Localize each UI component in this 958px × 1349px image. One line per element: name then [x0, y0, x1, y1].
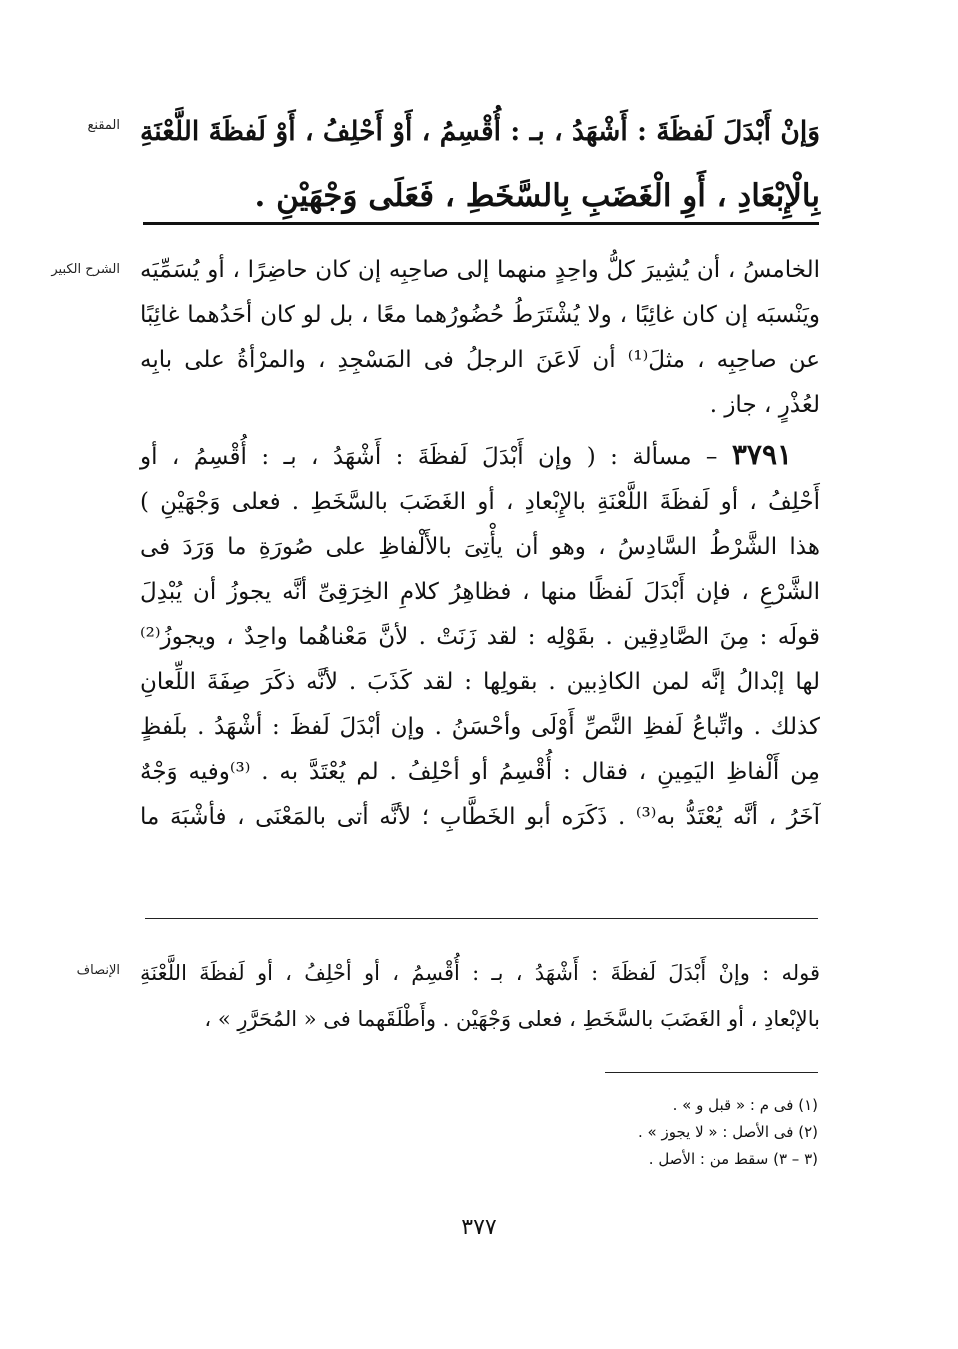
section-divider-thin	[145, 918, 818, 919]
sharh-text	[140, 248, 820, 840]
page-number: ٣٧٧	[461, 1215, 497, 1240]
footnote: (٣ – ٣) سقط من : الأصل .	[648, 1150, 818, 1168]
margin-label-insaf: الإنصاف	[76, 963, 120, 978]
footnote: (١) فى م : « قبل و » .	[672, 1096, 818, 1114]
margin-label-muqni: المقنع	[87, 118, 120, 133]
footnote-divider	[605, 1072, 818, 1073]
footnote: (٢) فى الأصل : « لا يجوز » .	[638, 1123, 818, 1141]
muqni-line: بِالْإِبْعَادِ ، أَوِ الْغَضَبِ بِالسَّخَطِ ، فَعَلَى وَجْهَيْنِ .	[254, 178, 820, 214]
footnotes	[638, 1092, 818, 1173]
sharh-line: عن صاحِبِه ، مثلَ⁽¹⁾ أن لَاعَنَ الرجلُ فى المَسْجِدِ ، والمرْأةُ على بابِه	[140, 347, 820, 373]
issue-line: لها إبْدالُ إنَّه لمن الكاذِبين . بقولِها : لقد كَذَبَ . لأنَّه ذكَرَ صِفَةَ اللِّعانِ	[140, 669, 820, 695]
issue-line: آخَرُ ، أنَّه يُعْتَدُّ به⁽³⁾ . ذَكَرَه أبو الخَطَّابِ ؛ لأنَّه أتى بالمَعْنَى ، فأشْبَهَ ما	[140, 804, 820, 830]
issue-line: – مسألة : ( وإن أَبْدَلَ لَفظَةَ : أَشْهَدُ ، بـ : أُقْسِمُ ، أو	[140, 444, 718, 470]
muqni-line: وَإنْ أَبْدَلَ لَفظَةَ : أَشْهَدُ ، بـ : أُقْسِمُ ، أَوْ أَحْلِفُ ، أَوْ لَفظَةَ اللَّعْنَةِ	[140, 116, 820, 147]
sharh-line: ويَنْسبَه إن كان غائِبًا ، ولا يُشْتَرَطُ حُضُورُهما معًا ، بل لو كان أحَدُهما غائِبًا	[140, 302, 820, 328]
sharh-line: الخامسُ ، أن يُشِيرَ كلُّ واحِدٍ منهما إلى صاحِبِه إن كان حاضِرًا ، أو يُسَمِّيَه	[140, 257, 820, 283]
section-divider-thick	[143, 222, 819, 225]
muqni-text	[140, 100, 820, 228]
issue-number: ٣٧٩١	[731, 438, 793, 471]
issue-line: هذا الشَّرْطُ السَّادِسُ ، وهو أن يأْتِىَ بالأَلْفاظِ على صُورَةِ ما وَرَدَ فى	[140, 534, 820, 560]
issue-heading-line	[140, 432, 820, 480]
issue-line: مِن أَلْفاظِ اليَمِينِ ، فقال : أُقْسِمُ أو أحْلِفُ . لم يُعْتَدَّ به . ⁽³⁾وفيه وَجْهٌ	[140, 759, 820, 785]
insaf-line: بالإبْعادِ ، أو الغَضَبَ بالسَّخَطِ ، فعلى وَجْهَيْن . وأَطْلَقَهما فى « المُحَرَّرِ » ،	[204, 1007, 820, 1031]
sharh-line: لعُذْرٍ ، جاز .	[709, 392, 820, 418]
issue-line: قولَه : مِنَ الصَّادِقِين . بقَوْلِه : لقد زَنَتْ . لأنَّ مَعْناهُما واحِدٌ ، ويجوزُ⁽²⁾	[140, 624, 820, 650]
issue-line: كذلك . واتِّباعُ لَفظِ النَّصِّ أَوْلَى وأحْسَنُ . وإن أبْدَلَ لَفظَ : أشْهَدُ . بلَفظٍ	[140, 714, 820, 740]
issue-line: الشَّرْعِ ، فإن أَبْدَلَ لَفظًا منها ، فظاهِرُ كلامِ الخِرَقِىِّ أنَّه يجوزُ أن يُبْدِلَ	[140, 579, 820, 605]
insaf-text	[140, 950, 820, 1042]
issue-line: أَحْلِفُ ، أو لَفظَةَ اللَّعْنَةِ بالإِبْعادِ ، أو الغَضَبَ بالسَّخَطِ . فعلى وَجْهَيْنِ )	[140, 489, 820, 515]
margin-label-sharh: الشرح الكبير	[51, 262, 120, 277]
insaf-line: قوله : وإنْ أَبْدَلَ لَفظَةَ : أَشْهَدُ ، بـ : أُقْسِمُ ، أو أحْلِفُ ، أو لَفظَةَ اللَّعْنَةِ	[140, 961, 820, 985]
